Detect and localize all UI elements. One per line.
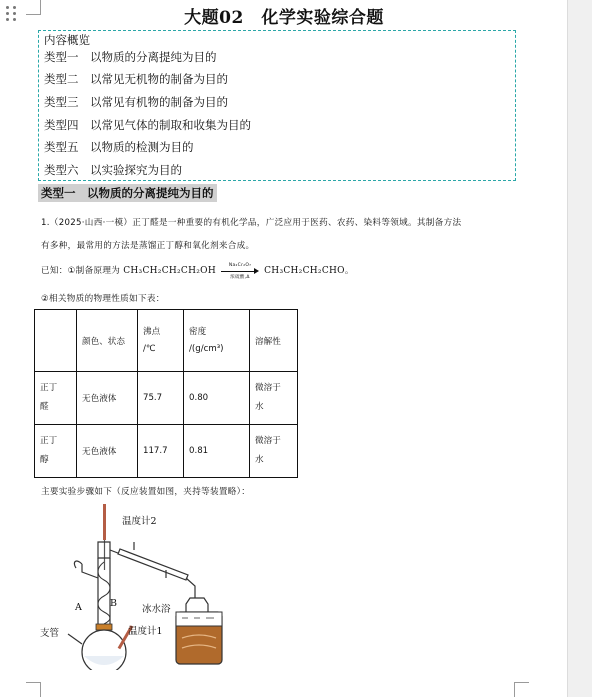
table-cell: 75.7 — [138, 372, 184, 425]
crop-mark-bottom-left — [26, 682, 41, 697]
table-row — [35, 372, 298, 425]
table-cell: 密度 /(g/cm³) — [184, 310, 250, 372]
table-cell: 117.7 — [138, 425, 184, 478]
section-heading: 类型一 以物质的分离提纯为目的 — [38, 184, 217, 202]
toc-item-type: 类型三 — [44, 95, 79, 109]
toc-item-text: 以常见有机物的制备为目的 — [90, 95, 228, 109]
page-title: 大题02 化学实验综合题 — [184, 8, 384, 28]
toc-item[interactable] — [44, 162, 182, 178]
table-cell: 微溶于 水 — [250, 372, 298, 425]
crop-mark-bottom-right — [514, 682, 529, 697]
toc-item-text: 以物质的检测为目的 — [90, 140, 194, 154]
known-reaction-line — [41, 262, 354, 280]
label-b: B — [110, 598, 117, 609]
toc-item[interactable] — [44, 71, 228, 87]
thermometer-2-stem — [103, 504, 106, 540]
question-line-1: 1.（2025·山西·一模）正丁醛是一种重要的有机化学品，广泛应用于医药、农药、染料等领域。其制备方法 — [41, 218, 462, 228]
toc-item-text: 以实验探究为目的 — [90, 163, 182, 177]
product-formula: CH₃CH₂CH₂CHO — [264, 266, 345, 276]
reaction-arrow — [221, 262, 259, 280]
question-line-2: 有多种，最常用的方法是蒸馏正丁醇和氧化剂来合成。 — [41, 241, 255, 251]
stopper — [96, 624, 112, 630]
toc-heading: 内容概览 — [44, 33, 90, 47]
vertical-scrollbar[interactable] — [567, 0, 592, 697]
toc-item-type: 类型六 — [44, 163, 79, 177]
side-tube-label: 支管 — [40, 628, 60, 639]
table-cell: 0.80 — [184, 372, 250, 425]
table-cell: 微溶于 水 — [250, 425, 298, 478]
toc-item-type: 类型二 — [44, 72, 79, 86]
table-cell: 无色液体 — [77, 372, 138, 425]
toc-item-text: 以常见气体的制取和收集为目的 — [90, 118, 251, 132]
arrow-condition: 浓硫酸,Δ — [230, 274, 250, 280]
toc-item-type: 类型一 — [44, 50, 79, 64]
toc-item-text: 以物质的分离提纯为目的 — [90, 50, 217, 64]
toc-item-text: 以常见无机物的制备为目的 — [90, 72, 228, 86]
table-cell: 正丁 醇 — [35, 425, 77, 478]
steps-intro: 主要实验步骤如下（反应装置如图，夹持等装置略）： — [41, 487, 251, 497]
ice-bath-label: 冰水浴 — [142, 604, 171, 615]
table-cell: 0.81 — [184, 425, 250, 478]
dropping-funnel — [74, 561, 98, 578]
end-mark: 。 — [344, 266, 354, 276]
toc-item[interactable] — [44, 94, 228, 110]
toc-item[interactable] — [44, 139, 194, 155]
toc-item[interactable] — [44, 49, 217, 65]
table-cell: 溶解性 — [250, 310, 298, 372]
reactant-formula: CH₃CH₂CH₂CH₂OH — [123, 266, 217, 276]
table-cell: 无色液体 — [77, 425, 138, 478]
table-cell: 沸点 /℃ — [138, 310, 184, 372]
properties-intro: ②相关物质的物理性质如下表： — [41, 294, 165, 304]
label-a: A — [75, 602, 82, 613]
arrow-reagent: Na₂Cr₂O₇ — [228, 262, 252, 268]
toc-item-type: 类型四 — [44, 118, 79, 132]
apparatus-figure — [38, 498, 248, 670]
thermometer-2-label: 温度计2 — [122, 516, 157, 527]
condenser — [118, 549, 188, 580]
toc-item-type: 类型五 — [44, 140, 79, 154]
table-header-row — [35, 310, 298, 372]
toc-item[interactable] — [44, 117, 251, 133]
table-cell: 正丁 醛 — [35, 372, 77, 425]
content-overview-box — [38, 30, 516, 181]
properties-table — [34, 309, 298, 478]
table-cell — [35, 310, 77, 372]
table-cell: 颜色、状态 — [77, 310, 138, 372]
table-row — [35, 425, 298, 478]
known-prefix: 已知：①制备原理为 — [41, 266, 121, 276]
thermometer-1-label: 温度计1 — [128, 626, 163, 637]
